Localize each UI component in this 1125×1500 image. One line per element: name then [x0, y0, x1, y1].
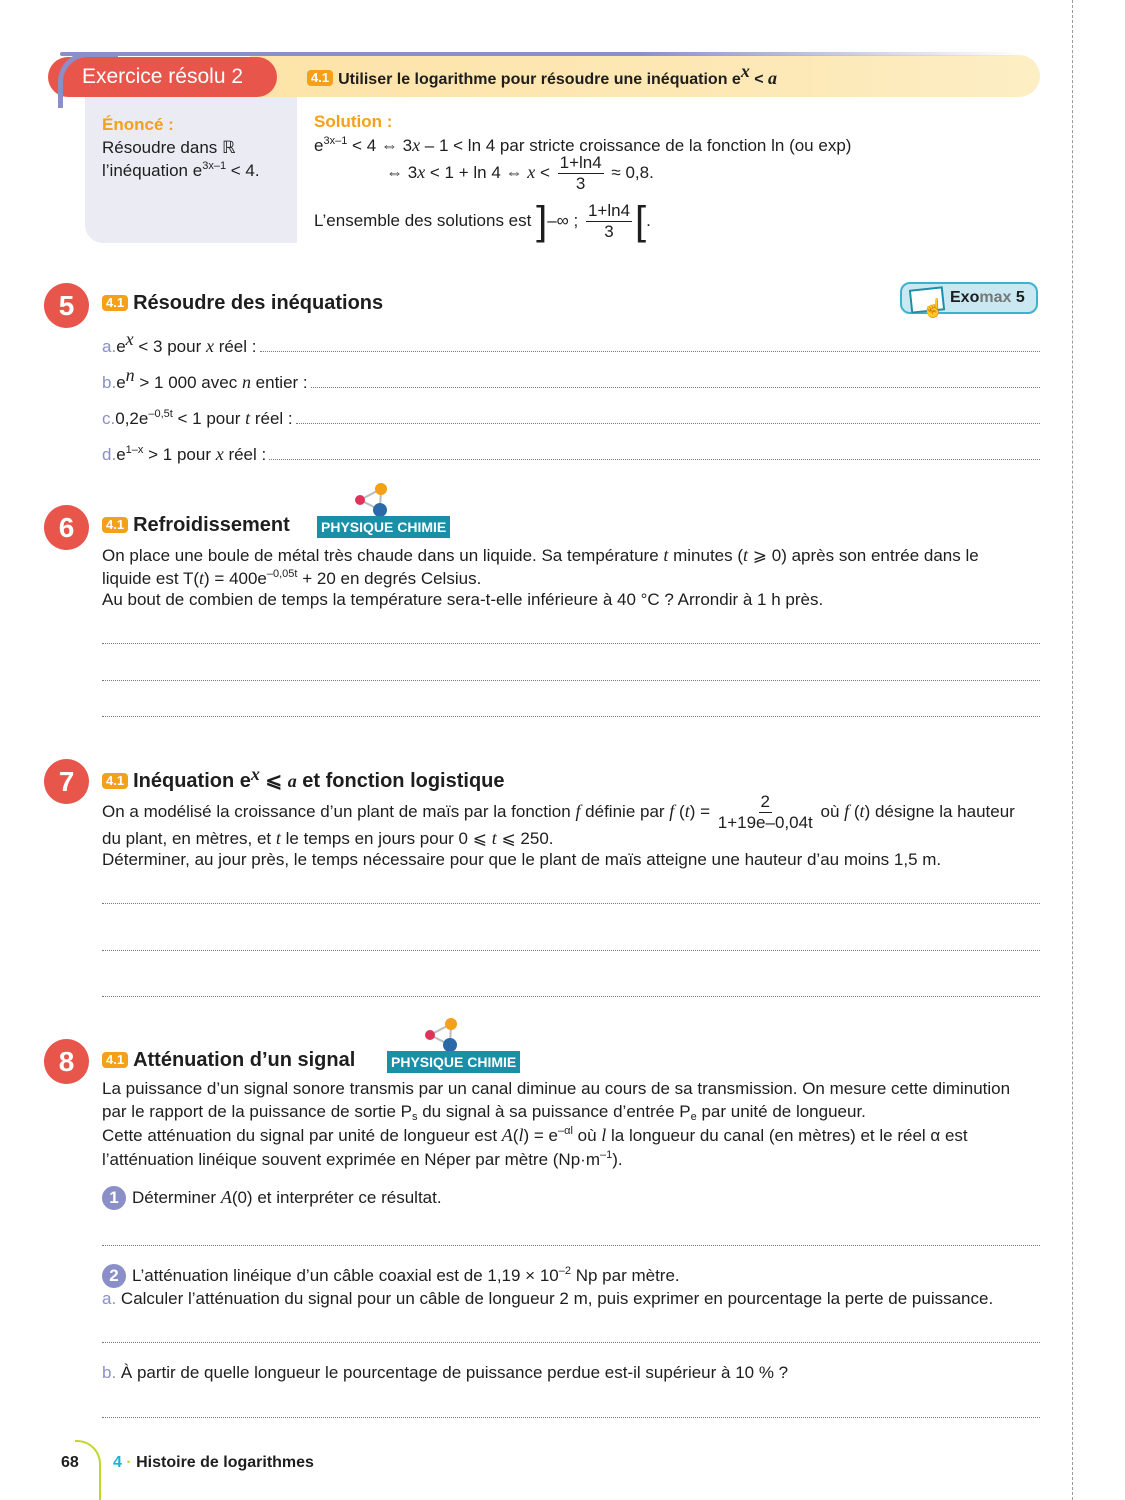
- physique-chimie-tag: PHYSIQUE CHIMIE: [317, 516, 450, 538]
- text-run: e: [116, 445, 126, 464]
- item-label: a.: [102, 1289, 117, 1308]
- solution-label: Solution :: [314, 112, 393, 131]
- text-run: l’atténuation linéique souvent exprimée en Néper par mètre (Np·m: [102, 1150, 600, 1169]
- math-variable: t: [245, 408, 251, 428]
- superscript: [740, 61, 750, 81]
- text-run: –0,05t: [266, 568, 298, 580]
- exercise-title: [102, 764, 505, 793]
- text-run: ) =: [689, 801, 715, 821]
- text-run: du signal à sa puissance d’entrée P: [417, 1102, 691, 1121]
- math-variable: x: [740, 61, 750, 81]
- math-variable: n: [241, 372, 251, 392]
- superscript: [148, 408, 172, 420]
- exercise-text-line: [102, 590, 823, 610]
- exercise-number: 7: [44, 759, 89, 804]
- denominator: 1+19e–0,04t: [717, 813, 813, 832]
- question-number: 2: [102, 1264, 126, 1288]
- text-run: .: [646, 210, 651, 230]
- text-run: par unité de longueur.: [696, 1102, 866, 1121]
- text-run: Np par mètre.: [571, 1266, 680, 1285]
- exercise-number: 6: [44, 505, 89, 550]
- math-variable: l: [518, 1125, 524, 1145]
- text-run: réel :: [223, 445, 267, 464]
- statement-line: [102, 161, 260, 181]
- text-run: < 1 + ln 4 ⇔: [425, 162, 528, 182]
- exercise-number: 5: [44, 283, 89, 328]
- answer-line[interactable]: [102, 1342, 1040, 1343]
- answer-line[interactable]: [311, 387, 1040, 388]
- physique-chimie-tag: PHYSIQUE CHIMIE: [387, 1051, 520, 1073]
- answer-line[interactable]: [102, 1245, 1040, 1246]
- answer-line[interactable]: [102, 903, 1040, 904]
- text-run: On a modélisé la croissance d’un plant de maïs par la fonction: [102, 801, 576, 821]
- exercise-text-line: [102, 1102, 866, 1122]
- math-variable: a: [768, 68, 778, 88]
- footer-chapter: [113, 1454, 314, 1472]
- text-run: e: [314, 136, 324, 155]
- math-variable: f: [575, 800, 581, 821]
- text-run: (0) et interpréter ce résultat.: [231, 1188, 442, 1207]
- fraction: [586, 201, 632, 242]
- text-run: < 4.: [226, 161, 260, 180]
- chapter-number: 4: [113, 1454, 122, 1471]
- text-run: 0,2e: [115, 409, 149, 428]
- text-run: On place une boule de métal très chaude dans un liquide. Sa température: [102, 546, 664, 565]
- text-run: –1: [599, 1149, 613, 1161]
- exomax-mid: max: [979, 289, 1012, 306]
- math-variable: t: [663, 545, 669, 565]
- superscript: [267, 568, 298, 580]
- chapter-title: Histoire de logarithmes: [136, 1454, 314, 1471]
- exomax-number: 5: [1011, 289, 1025, 306]
- text-run: e: [116, 337, 126, 356]
- hand-pointer-icon: ☝: [922, 298, 945, 318]
- superscript: [125, 329, 134, 349]
- math-variable: a: [287, 771, 297, 791]
- text-run: L’ensemble des solutions est: [314, 210, 537, 230]
- exercise-text-line: [102, 1125, 968, 1146]
- text-run: où: [572, 1126, 602, 1145]
- answer-line[interactable]: [296, 423, 1040, 424]
- math-variable: x: [250, 764, 260, 784]
- answer-line[interactable]: [102, 680, 1040, 681]
- math-variable: x: [527, 161, 536, 182]
- text-run: où: [815, 801, 845, 821]
- math-variable: t: [199, 568, 205, 588]
- text-run: ⇔ 3: [386, 162, 418, 182]
- exercise-text-line: [102, 568, 481, 589]
- text-run: l’inéquation e: [102, 161, 203, 180]
- numerator: 1+ln4: [587, 201, 631, 220]
- text-run: e: [690, 1111, 697, 1123]
- superscript: [202, 160, 226, 172]
- text-run: 3x–1: [323, 135, 348, 147]
- superscript: [600, 1149, 612, 1161]
- answer-line[interactable]: [102, 950, 1040, 951]
- superscript: [126, 444, 144, 456]
- text-run: –∞ ;: [547, 210, 583, 230]
- text-run: ⩾ 0) après son entrée dans le: [748, 546, 979, 565]
- answer-line[interactable]: [102, 1417, 1040, 1418]
- answer-line[interactable]: [102, 716, 1040, 717]
- text-run: < 1 pour: [172, 409, 246, 428]
- math-variable: x: [215, 444, 224, 464]
- text-run: définie par: [580, 801, 670, 821]
- text-run: liquide est T(: [102, 569, 200, 588]
- question-1: [102, 1186, 442, 1210]
- text-run: –αl: [557, 1125, 573, 1137]
- text-run: (: [674, 801, 685, 821]
- text-run: 1–x: [125, 444, 144, 456]
- text-run: e: [116, 373, 126, 392]
- header-subtitle-text: [338, 61, 778, 88]
- interval-bracket: [: [635, 199, 647, 243]
- item-text: [116, 329, 257, 357]
- header-subtitle: [307, 61, 778, 89]
- exercise-number: 8: [44, 1039, 89, 1084]
- text-run: Inéquation e: [133, 770, 251, 792]
- chapter-separator: ·: [121, 1454, 137, 1471]
- exomax-button[interactable]: [900, 282, 1038, 318]
- question-text: Calculer l’atténuation du signal pour un câble de longueur 2 m, puis exprimer en pourcentage la perte de puissance.: [116, 1289, 994, 1308]
- math-variable: t: [859, 800, 865, 821]
- math-variable: t: [743, 545, 749, 565]
- answer-line[interactable]: [269, 459, 1040, 460]
- math-variable: f: [844, 800, 850, 821]
- text-run: La puissance d’un signal sonore transmis par un canal diminue au cours de sa transmission. On mesure cette diminution: [102, 1079, 1011, 1098]
- math-variable: x: [417, 161, 426, 182]
- text-run: Au bout de combien de temps la température sera-t-elle inférieure à 40 °C ? Arrondir à 1 h près.: [102, 590, 824, 609]
- numerator: 1+ln4: [559, 153, 602, 172]
- exercise-text-line: [102, 545, 979, 566]
- exercise-text-line: [102, 1150, 623, 1170]
- text-run: ) = 400e: [204, 569, 267, 588]
- text-run: par le rapport de la puissance de sortie P: [102, 1102, 412, 1121]
- page-cut-line: [1072, 0, 1073, 1500]
- math-variable: x: [412, 135, 421, 155]
- question-d[interactable]: [102, 444, 1040, 465]
- math-variable: t: [275, 828, 281, 848]
- text-run: <: [749, 71, 769, 88]
- item-label: a.: [102, 337, 117, 356]
- item-label: b.: [102, 373, 117, 392]
- text-run: 3x–1: [202, 160, 227, 172]
- item-text: [116, 365, 308, 393]
- solution-line: [314, 199, 651, 244]
- question-2b: [102, 1363, 788, 1383]
- question-number: 1: [102, 1186, 126, 1210]
- text-run: ≈ 0,8.: [606, 162, 654, 182]
- denominator: 3: [575, 174, 586, 193]
- text-run: ⩽: [259, 770, 288, 792]
- fraction: [558, 153, 604, 194]
- exercise-text-line: [102, 1079, 1010, 1099]
- text-run: (: [849, 801, 860, 821]
- statement-line: Résoudre dans ℝ: [102, 138, 236, 157]
- item-text: [115, 408, 292, 429]
- text-run: > 1 000 avec: [134, 373, 242, 392]
- math-variable: t: [491, 828, 497, 848]
- superscript: [559, 1265, 571, 1277]
- text-run: Déterminer: [132, 1188, 221, 1207]
- answer-line[interactable]: [102, 643, 1040, 644]
- text-run: Utiliser le logarithme pour résoudre une inéquation e: [338, 71, 741, 88]
- text-run: <: [535, 162, 555, 182]
- exercise-title-text: Résoudre des inéquations: [133, 292, 384, 314]
- skill-badge: 4.1: [307, 70, 333, 86]
- exercise-title-text: Atténuation d’un signal: [133, 1049, 356, 1071]
- math-variable: A: [501, 1125, 513, 1145]
- superscript: [558, 1125, 573, 1137]
- text-run: le temps en jours pour 0 ⩽: [280, 829, 492, 848]
- question-text: À partir de quelle longueur le pourcentage de puissance perdue est-il supérieur à 10 % ?: [116, 1363, 789, 1382]
- skill-badge: 4.1: [102, 773, 128, 789]
- superscript: [125, 365, 135, 385]
- molecule-icon: [352, 481, 392, 517]
- text-run: ) = e: [523, 1126, 558, 1145]
- exomax-label: [950, 284, 1025, 312]
- text-run: –0,5t: [148, 408, 173, 420]
- text-run: entier :: [250, 373, 308, 392]
- text-run: ) désigne la hauteur: [864, 801, 1015, 821]
- text-run: – 1 < ln 4 par stricte croissance de la fonction ln (ou exp): [420, 136, 852, 155]
- fraction: [718, 792, 813, 833]
- solved-exercise-title: Exercice résolu 2: [48, 57, 277, 97]
- item-text: [116, 444, 266, 465]
- statement-label: Énoncé :: [102, 115, 174, 134]
- math-variable: x: [205, 336, 214, 356]
- superscript: [250, 764, 260, 784]
- exercise-text-line: [102, 792, 1015, 833]
- question-c[interactable]: [102, 408, 1040, 429]
- text-run: du plant, en mètres, et: [102, 829, 276, 848]
- question-2: [102, 1264, 680, 1288]
- text-run: réel :: [213, 337, 257, 356]
- exercise-title: [102, 1049, 355, 1072]
- answer-line[interactable]: [260, 351, 1041, 352]
- question-b[interactable]: [102, 365, 1040, 393]
- header-accent-line: [60, 52, 1020, 56]
- text-run: > 1 pour: [143, 445, 216, 464]
- text-run: ).: [612, 1150, 623, 1169]
- molecule-icon: [422, 1016, 462, 1052]
- text-run: ⩽ 250.: [496, 829, 554, 848]
- text-run: + 20 en degrés Celsius.: [297, 569, 482, 588]
- text-run: Déterminer, au jour près, le temps nécessaire pour que le plant de maïs atteigne une hauteur d’au moins 1,5 m.: [102, 850, 942, 869]
- math-variable: A: [220, 1187, 232, 1207]
- solution-line: [386, 153, 654, 194]
- math-variable: n: [125, 365, 135, 385]
- answer-line[interactable]: [102, 996, 1040, 997]
- text-run: (: [512, 1126, 519, 1145]
- text-run: –2: [558, 1265, 571, 1277]
- text-run: et fonction logistique: [296, 770, 505, 792]
- math-variable: f: [669, 800, 675, 821]
- exercise-title-text: [133, 764, 505, 792]
- math-variable: l: [601, 1125, 607, 1145]
- superscript: [323, 135, 347, 147]
- question-text: [132, 1266, 680, 1285]
- exercise-title: [102, 514, 290, 537]
- skill-badge: 4.1: [102, 1052, 128, 1068]
- exercise-title-text: Refroidissement: [133, 514, 290, 536]
- text-run: < 3 pour: [133, 337, 206, 356]
- page-number: 68: [61, 1454, 79, 1471]
- text-run: Cette atténuation du signal par unité de longueur est: [102, 1126, 502, 1145]
- exercise-title: [102, 292, 383, 315]
- text-run: L’atténuation linéique d’un câble coaxial est de 1,19 × 10: [132, 1266, 559, 1285]
- exomax-prefix: Exo: [950, 289, 980, 306]
- question-text: [132, 1188, 442, 1207]
- math-variable: x: [125, 329, 134, 349]
- text-run: réel :: [250, 409, 293, 428]
- item-label: d.: [102, 445, 117, 464]
- math-variable: t: [684, 800, 690, 821]
- interval-bracket: ]: [536, 199, 548, 243]
- skill-badge: 4.1: [102, 295, 128, 311]
- exercise-text-line: [102, 850, 941, 870]
- text-run: la longueur du canal (en mètres) et le réel α est: [606, 1126, 968, 1145]
- item-label: b.: [102, 1363, 117, 1382]
- text-run: s: [411, 1111, 418, 1123]
- skill-badge: 4.1: [102, 517, 128, 533]
- exercise-text-line: [102, 828, 554, 849]
- numerator: 2: [760, 792, 770, 811]
- text-run: < 4 ⇔ 3: [347, 136, 413, 155]
- question-2a: [102, 1289, 993, 1309]
- denominator: 3: [604, 222, 614, 241]
- question-a[interactable]: [102, 329, 1040, 357]
- item-label: c.: [102, 409, 116, 428]
- text-run: minutes (: [668, 546, 744, 565]
